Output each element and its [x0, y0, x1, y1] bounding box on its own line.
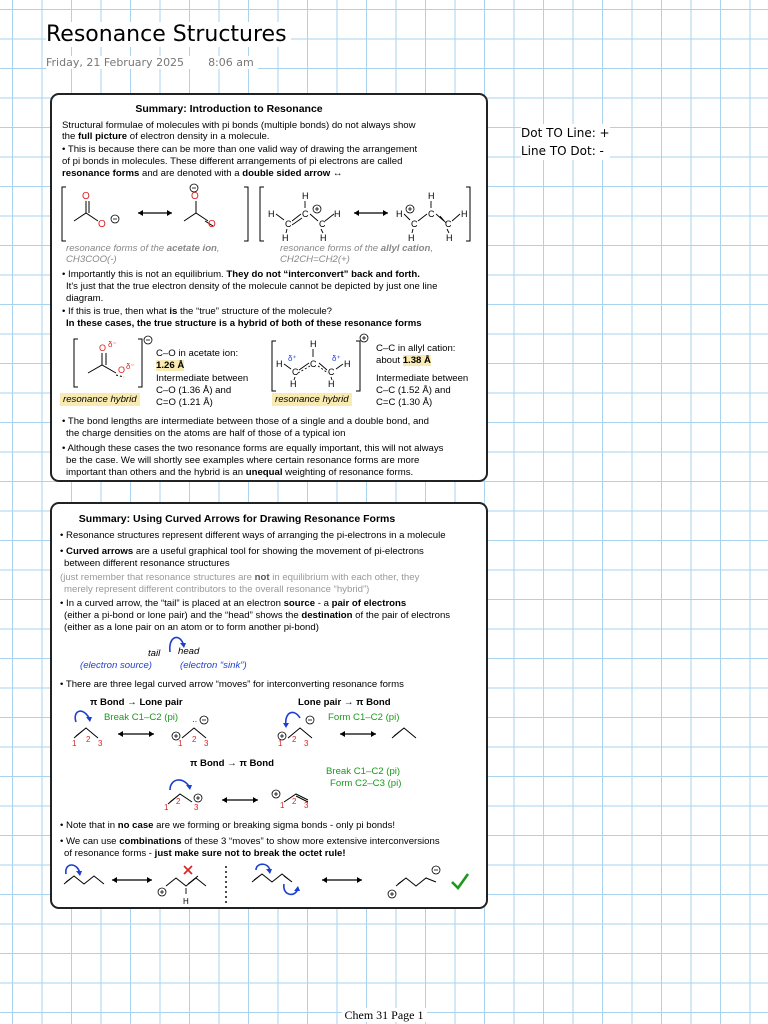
bullet: of resonance forms - just make sure not to break the octet rule! [64, 848, 346, 859]
bullet: In these cases, the true structure is a hybrid of both of these resonance forms [66, 318, 422, 329]
bullet: • Curved arrows are a useful graphical tool for showing the movement of pi-electrons [60, 546, 424, 557]
acetate-hybrid-diagram [66, 337, 156, 395]
svg-text:C: C [285, 219, 292, 229]
hybrid-text: C=C (1.30 Å) [376, 397, 433, 408]
combination-diagram [56, 860, 486, 908]
side-note-line: Line TO Dot: - [521, 144, 604, 158]
move-title: π Bond → Lone pair [90, 697, 183, 708]
acetate-resonance-diagram [60, 183, 250, 245]
bullet: (either as a lone pair on an atom or to form another pi-bond) [64, 622, 319, 633]
caption: CH2CH=CH2(+) [280, 254, 350, 265]
bullet: of pi bonds in molecules. These different arrangements of pi electrons are called [62, 156, 403, 167]
svg-text:H: H [334, 209, 341, 219]
bullet: important than others and the hybrid is an unequal weighting of resonance forms. [66, 467, 414, 478]
svg-text:H: H [302, 191, 309, 201]
caption: resonance forms of the acetate ion, [66, 243, 220, 254]
svg-text:δ⁻: δ⁻ [108, 340, 117, 349]
bullet: • Importantly this is not an equilibrium. They do not “interconvert” back and forth. [62, 269, 420, 280]
paragraph: Structural formulae of molecules with pi bonds (multiple bonds) do not always show [62, 120, 416, 131]
svg-text:H: H [446, 233, 453, 243]
svg-text:H: H [428, 191, 435, 201]
svg-text:H: H [344, 359, 351, 369]
bullet: the charge densities on the atoms are half of those of a typical ion [66, 428, 346, 439]
hybrid-text: C–C in allyl cation: [376, 343, 456, 354]
bullet: resonance forms and are denoted with a double sided arrow ↔ [62, 168, 343, 179]
bullet: • We can use combinations of these 3 “moves” to show more extensive interconversions [60, 836, 440, 847]
head-label: head [178, 646, 200, 657]
hybrid-text: about 1.38 Å [376, 355, 431, 366]
svg-text:C: C [428, 209, 435, 219]
page-date [46, 56, 258, 69]
atom-number: 1 [72, 739, 77, 748]
svg-text:C: C [292, 367, 299, 377]
side-note-line: Dot TO Line: + [521, 126, 610, 140]
svg-text:δ⁻: δ⁻ [126, 362, 135, 371]
svg-text:H: H [268, 209, 275, 219]
allyl-resonance-diagram [258, 183, 474, 245]
atom-number: 1 [164, 803, 169, 812]
svg-text:δ⁺: δ⁺ [288, 354, 297, 363]
atom-number: 3 [194, 803, 199, 812]
svg-text:O: O [98, 219, 106, 230]
time-text: 8:06 am [208, 56, 254, 69]
hybrid-label: resonance hybrid [60, 393, 140, 406]
hybrid-text: C–O in acetate ion: [156, 348, 239, 359]
svg-text:H: H [282, 233, 289, 243]
svg-text:O: O [118, 365, 126, 375]
bullet: • If this is true, then what is the “true” structure of the molecule? [62, 306, 332, 317]
resonance-intro-card [50, 93, 488, 482]
move2-diagram [270, 704, 450, 754]
atom-number: 2 [292, 797, 297, 806]
hybrid-text: Intermediate between [376, 373, 469, 384]
caption: CH3COO(-) [66, 254, 117, 265]
atom-number: 3 [304, 801, 309, 810]
atom-number: 1 [178, 739, 183, 748]
svg-text:C: C [445, 219, 452, 229]
bullet: be the case. We will shortly see examples where certain resonance forms are more [66, 455, 420, 466]
svg-text:H: H [320, 233, 327, 243]
curved-arrows-card [50, 502, 488, 909]
hybrid-value: 1.26 Å [156, 360, 185, 371]
bullet: • Resonance structures represent different ways of arranging the pi-electrons in a molecule [60, 530, 446, 541]
atom-number: 3 [98, 739, 103, 748]
allyl-hybrid-diagram [266, 333, 366, 395]
atom-number: 2 [176, 797, 181, 806]
svg-text:H: H [290, 379, 297, 389]
date-text: Friday, 21 February 2025 [46, 56, 185, 69]
svg-text:H: H [461, 209, 468, 219]
bullet: between different resonance structures [64, 558, 230, 569]
bullet: • There are three legal curved arrow “moves” for interconverting resonance forms [60, 679, 404, 690]
atom-number: 3 [304, 739, 309, 748]
caption: resonance forms of the allyl cation, [280, 243, 434, 254]
bullet: It's just that the true electron density of the molecule cannot be depicted by just one line [66, 281, 438, 292]
bullet: • The bond lengths are intermediate between those of a single and a double bond, and [62, 416, 429, 427]
bullet: • In a curved arrow, the “tail” is placed at an electron source - a pair of electrons [60, 598, 407, 609]
paragraph: the full picture of electron density in a molecule. [62, 131, 270, 142]
atom-number: 2 [86, 735, 91, 744]
move1-diagram [64, 704, 234, 754]
svg-text:H: H [276, 359, 283, 369]
svg-text:H: H [396, 209, 403, 219]
bullet: (either a pi-bond or lone pair) and the “head” shows the destination of the pair of electrons [64, 610, 451, 621]
hybrid-text: C–O (1.36 Å) and [156, 385, 232, 396]
move-action: Form C1–C2 (pi) [328, 712, 400, 723]
tail-label: tail [148, 648, 161, 659]
sink-label: (electron “sink”) [180, 660, 247, 671]
atom-number: 1 [278, 739, 283, 748]
note: merely represent different contributors to the overall resonance “hybrid”) [64, 584, 370, 595]
card-title: Summary: Using Curved Arrows for Drawing Resonance Forms [78, 513, 396, 525]
page-footer: Chem 31 Page 1 [0, 1008, 768, 1023]
svg-text:H: H [183, 897, 189, 906]
atom-number: 3 [204, 739, 209, 748]
atom-number: 2 [292, 735, 297, 744]
svg-text:δ⁺: δ⁺ [332, 354, 341, 363]
atom-number: 2 [192, 735, 197, 744]
card-title: Summary: Introduction to Resonance [135, 103, 323, 115]
svg-text:C: C [310, 359, 317, 369]
hybrid-text: C–C (1.52 Å) and [376, 385, 451, 396]
svg-text:··: ·· [192, 717, 198, 726]
svg-text:H: H [408, 233, 415, 243]
side-note [521, 124, 610, 160]
svg-text:O: O [82, 191, 90, 202]
move-action: Break C1–C2 (pi) [326, 766, 401, 777]
svg-text:H: H [310, 339, 317, 349]
move-action: Form C2–C3 (pi) [330, 778, 402, 789]
svg-text:O: O [208, 219, 216, 230]
page-title: Resonance Structures [46, 22, 291, 47]
note: (just remember that resonance structures are not in equilibrium with each other, they [60, 572, 420, 583]
svg-text:C: C [319, 219, 326, 229]
bullet: • Note that in no case are we forming or breaking sigma bonds - only pi bonds! [60, 820, 396, 831]
svg-text:O: O [191, 191, 199, 202]
move-title: Lone pair → π Bond [298, 697, 391, 708]
svg-text:O: O [99, 343, 107, 353]
svg-text:C: C [411, 219, 418, 229]
bullet: • Although these cases the two resonance forms are equally important, this will not always [62, 443, 444, 454]
svg-text:C: C [328, 367, 335, 377]
move-title: π Bond → π Bond [190, 758, 274, 769]
svg-text:H: H [328, 379, 335, 389]
hybrid-text: C=O (1.21 Å) [156, 397, 213, 408]
source-label: (electron source) [80, 660, 152, 671]
bullet: diagram. [66, 293, 104, 304]
svg-text:C: C [302, 209, 309, 219]
hybrid-label: resonance hybrid [272, 393, 352, 406]
hybrid-text: Intermediate between [156, 373, 249, 384]
bullet: • This is because there can be more than one valid way of drawing the arrangement [62, 144, 418, 155]
atom-number: 1 [280, 801, 285, 810]
move-action: Break C1–C2 (pi) [104, 712, 179, 723]
